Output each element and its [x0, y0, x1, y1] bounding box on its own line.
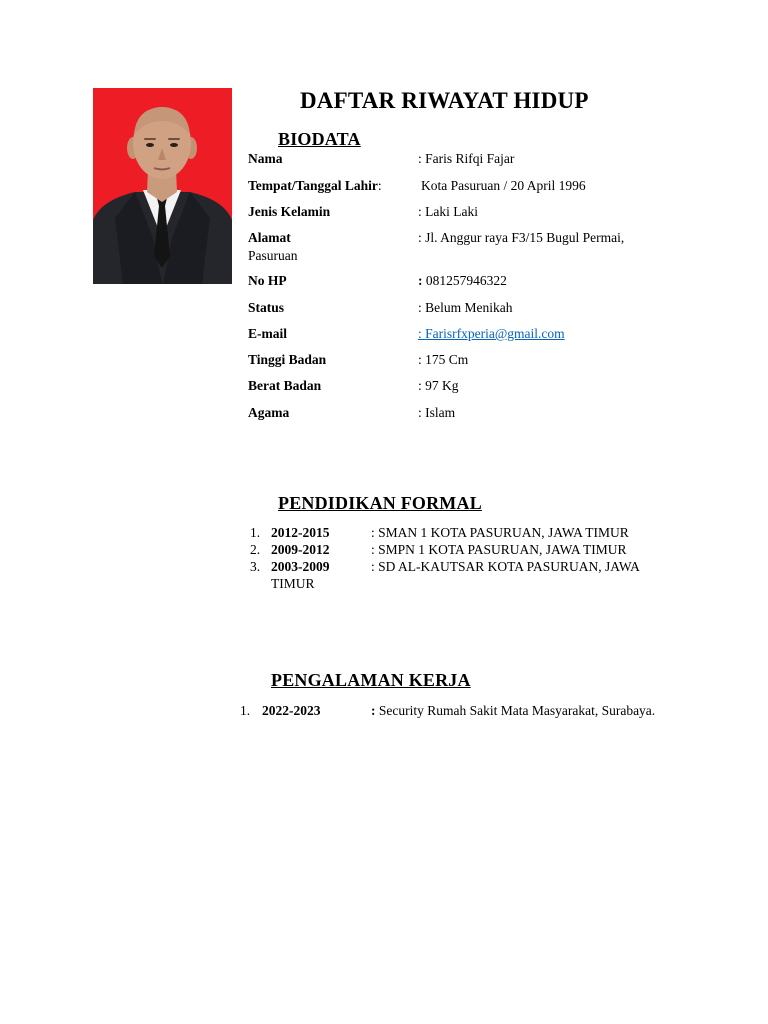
list-value: : SMAN 1 KOTA PASURUAN, JAWA TIMUR — [371, 525, 629, 540]
biodata-value: : Belum Menikah — [418, 300, 513, 315]
biodata-label: Alamat — [248, 230, 291, 245]
list-value: : SMPN 1 KOTA PASURUAN, JAWA TIMUR — [371, 542, 627, 557]
biodata-value: : Farisrfxperia@gmail.com — [418, 326, 565, 341]
profile-photo — [93, 88, 232, 284]
biodata-label: Berat Badan — [248, 378, 322, 393]
pendidikan-heading: PENDIDIKAN FORMAL — [278, 493, 482, 513]
biodata-label: Agama — [248, 405, 290, 420]
list-years: 2022-2023 — [262, 703, 321, 718]
biodata-value: : Laki Laki — [418, 204, 478, 219]
biodata-value: : 175 Cm — [418, 352, 469, 367]
email-link[interactable]: Farisrfxperia@gmail.com — [425, 326, 565, 341]
list-number: 1. — [240, 703, 251, 718]
biodata-value: : 97 Kg — [418, 378, 459, 393]
biodata-value: : Faris Rifqi Fajar — [418, 151, 515, 166]
pengalaman-heading: PENGALAMAN KERJA — [271, 670, 471, 690]
page-title: DAFTAR RIWAYAT HIDUP — [300, 88, 589, 113]
list-value-continuation: TIMUR — [271, 576, 315, 591]
list-years: 2012-2015 — [271, 525, 330, 540]
list-number: 3. — [250, 559, 261, 574]
biodata-label: Tinggi Badan — [248, 352, 327, 367]
biodata-value: : 081257946322 — [418, 273, 507, 288]
list-years: 2009-2012 — [271, 542, 330, 557]
biodata-value: : Jl. Anggur raya F3/15 Bugul Permai, — [418, 230, 625, 245]
biodata-value: : Islam — [418, 405, 456, 420]
list-number: 1. — [250, 525, 261, 540]
biodata-heading: BIODATA — [278, 129, 361, 149]
list-value: : SD AL-KAUTSAR KOTA PASURUAN, JAWA — [371, 559, 640, 574]
biodata-label: Status — [248, 300, 285, 315]
biodata-value-continuation: Pasuruan — [248, 248, 298, 263]
list-number: 2. — [250, 542, 261, 557]
biodata-label: E-mail — [248, 326, 287, 341]
person-portrait-icon — [93, 88, 232, 284]
biodata-label: Tempat/Tanggal Lahir: — [248, 178, 382, 193]
biodata-value: Kota Pasuruan / 20 April 1996 — [421, 178, 586, 193]
biodata-label: No HP — [248, 273, 287, 288]
list-value: : Security Rumah Sakit Mata Masyarakat, Surabaya. — [371, 703, 656, 718]
biodata-label: Jenis Kelamin — [248, 204, 331, 219]
biodata-label: Nama — [248, 151, 283, 166]
list-years: 2003-2009 — [271, 559, 330, 574]
